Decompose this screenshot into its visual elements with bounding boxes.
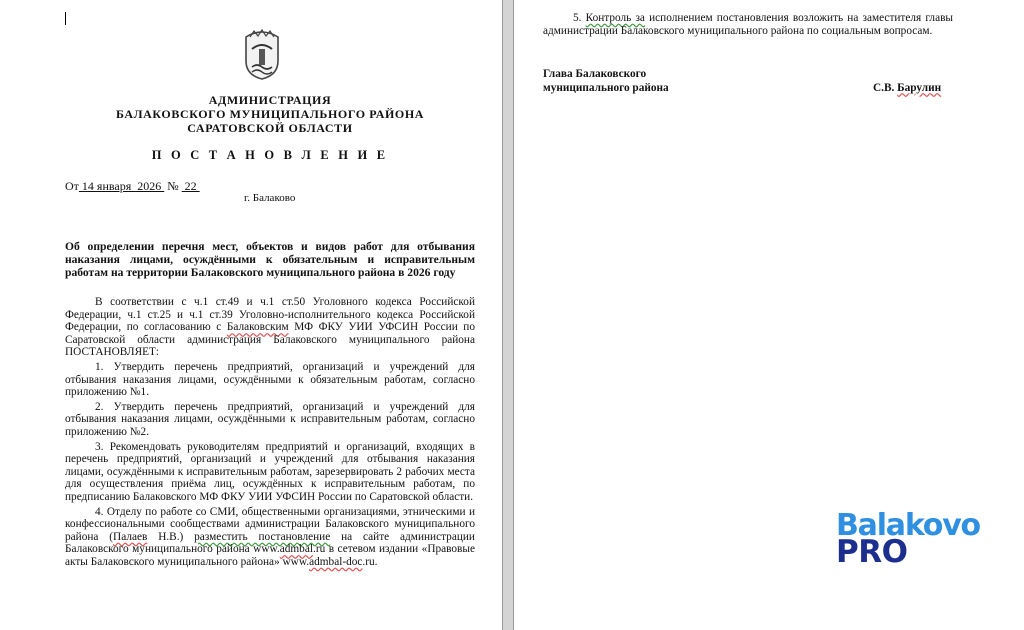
logo-bottom-text: PRO [836, 534, 908, 570]
p4-text-g: .ru в сетевом издании «Правовые акты Балаковского муниципального района» www. [65, 543, 475, 568]
p4-text-i: .ru. [362, 555, 378, 568]
p4-text-f: admbal [279, 543, 313, 556]
paragraph-5 [543, 12, 953, 38]
paragraph-1: 1. Утвердить перечень предприятий, организаций и учреждений для отбывания наказания лицами, осуждёнными к обязательным работам, согласно приложению №1. [65, 360, 475, 399]
signature-initials: С.В. [873, 81, 898, 94]
coat-of-arms-icon [240, 27, 284, 81]
header-line-3: САРАТОВСКОЙ ОБЛАСТИ [187, 121, 353, 135]
p4-text-a: 4. Отделу по работе со СМИ, общественными организациями, этническими и конфессиональными сообществами администрации Балаковского муниципального района ( [65, 505, 475, 543]
signature-surname: Барулин [897, 81, 942, 94]
header-line-2: БАЛАКОВСКОГО МУНИЦИПАЛЬНОГО РАЙОНА [115, 107, 425, 121]
p5-text-b: Контроль за [585, 12, 645, 24]
p4-text-d: разместить постановление [194, 530, 331, 543]
number-sign: № [164, 179, 182, 193]
page-gutter [502, 0, 514, 630]
paragraph-4 [65, 506, 475, 569]
p4-text-h: admbal-doc [309, 555, 363, 568]
p4-text-b: Палаев [113, 530, 148, 543]
date-line [65, 179, 200, 194]
header-line-1: АДМИНИСТРАЦИЯ [208, 93, 332, 107]
preamble-text-c: МФ ФКУ УИИ УФСИН России по Саратовской области администрация Балаковского муниципального района ПОСТАНОВЛЯЕТ: [65, 321, 475, 359]
paragraph-3: 3. Рекомендовать руководителям предприятий и организаций, входящих в перечень предприятий, организаций и учреждений для отбывания наказания лицами, осуждёнными к исправительным работам, зарезервировать 2 рабочих места для осуществления приёма лиц, осуждённых к исправительным работам, по предписанию Балаковского МФ ФКУ УИИ УФСИН России по Саратовской области. [65, 440, 475, 503]
decree-title: П О С Т А Н О В Л Е Н И Е [151, 148, 389, 162]
p5-text-a: 5. [573, 12, 586, 24]
balakovo-pro-logo [836, 508, 986, 570]
place-of-issue: г. Балаково [244, 192, 296, 204]
paragraph-preamble [65, 296, 475, 359]
p4-text-e: на сайте администрации Балаковского муниципального района www. [65, 530, 475, 556]
document-page-left [0, 0, 502, 630]
p4-text-c: Н.В.) [147, 530, 195, 543]
decree-date: 14 января 2026 [78, 179, 165, 193]
signature-name [873, 82, 941, 94]
preamble-text-a: В соответствии с ч.1 ст.49 и ч.1 ст.50 Уголовного кодекса Российской Федерации, ч.1 ст.25 и ч.1 ст.39 Уголовно-исполнительного кодекса Российской Федерации, по согласованию с [65, 296, 475, 334]
decree-subject: Об определении перечня мест, объектов и видов работ для отбывания наказания лицами, осуждёнными к обязательным и исправительным работам на территории Балаковского муниципального района в 2026 году [65, 240, 475, 280]
text-cursor [65, 12, 66, 25]
paragraph-2: 2. Утвердить перечень предприятий, организаций и учреждений для отбывания наказания лицами, осуждёнными к исправительным работам, согласно приложению №2. [65, 400, 475, 438]
signature-title-line-2: муниципального района [543, 81, 669, 94]
p5-text-c: исполнением постановления возложить на заместителя главы администрации Балаковского муниципального района по социальным вопросам. [543, 12, 954, 37]
logo-top-text: Balakovo [836, 508, 980, 543]
preamble-text-b: Балаковским [226, 321, 289, 334]
decree-body [65, 296, 475, 570]
signature-title [543, 68, 669, 95]
date-prefix: От [65, 179, 79, 193]
signature-title-line-1: Глава Балаковского [543, 68, 647, 80]
decree-number: 22 [181, 179, 200, 193]
